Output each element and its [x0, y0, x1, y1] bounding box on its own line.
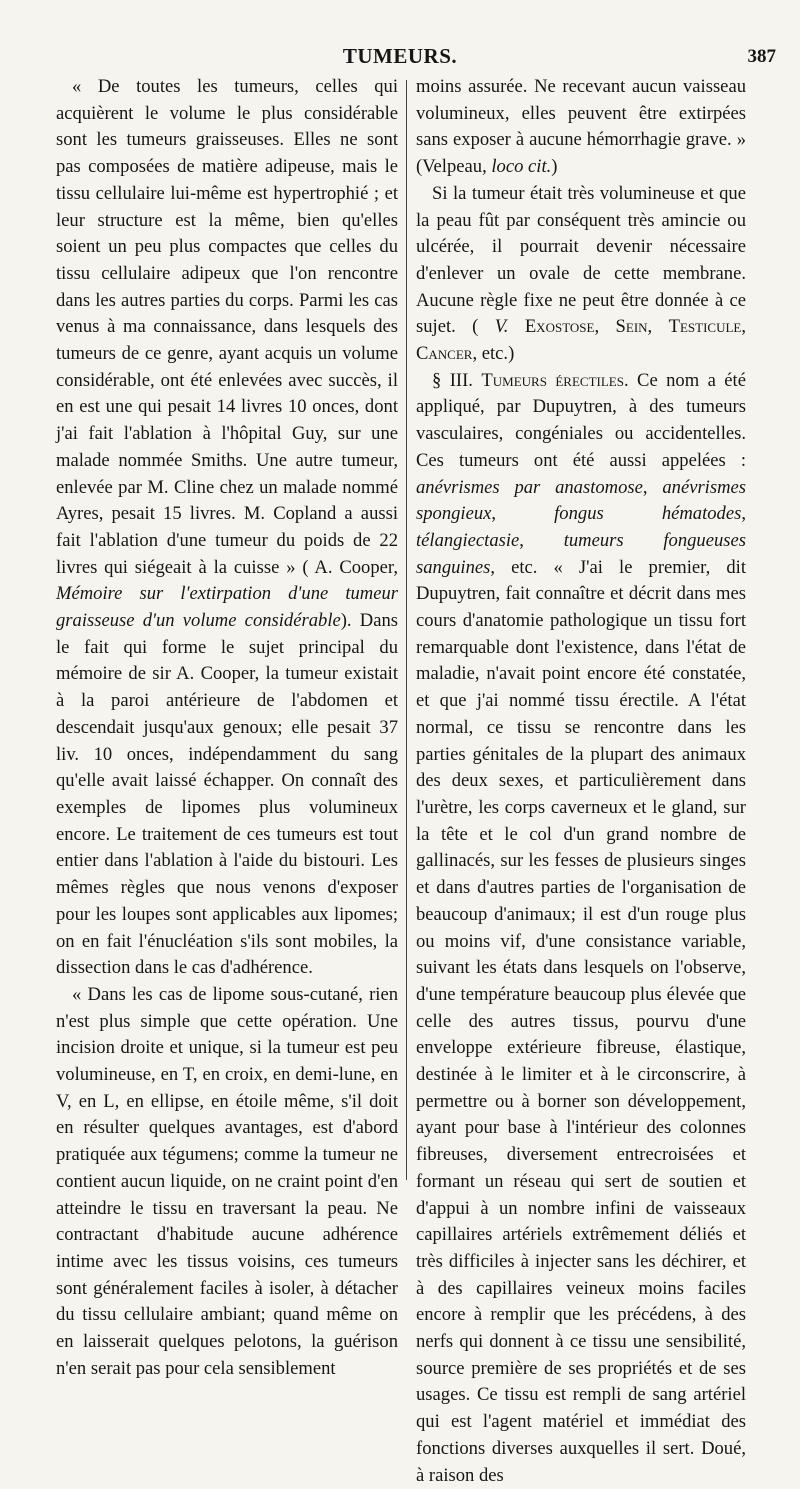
- italic-term: fongus hématodes: [554, 503, 742, 525]
- running-header: [0, 44, 800, 74]
- italic-term: tumeurs fongueuses sanguines: [416, 529, 746, 578]
- text-run: ): [551, 156, 558, 178]
- text-run: ). Dans le fait qui forme le sujet principal du mémoire de sir A. Cooper, la tumeur existait à la paroi antérieure de l'abdomen et descendait jusqu'aux genoux; elle pesait 37 liv. 10 onces, indépendamment du sang qu'elle avait laissé échapper. On connaît des exemples de lipomes plus volumineux encore. Le traitement de ces tumeurs est tout entier dans l'ablation à l'aide du bistouri. Les mêmes règles que nous venons d'exposer pour les loupes sont applicables aux lipomes; on en fait l'énucléation s'ils sont mobiles, la dissection dans le cas d'adhérence.: [56, 610, 398, 979]
- text-run: ,: [594, 316, 616, 338]
- cross-ref: Exostose: [524, 316, 595, 338]
- text-run: ,: [491, 503, 555, 525]
- page-number: 387: [747, 46, 776, 67]
- cross-ref: Sein: [615, 316, 648, 338]
- paragraph: [56, 74, 398, 982]
- paragraph: [416, 368, 746, 1489]
- cross-ref: Testicule: [668, 316, 742, 338]
- text-run: moins assurée. Ne recevant aucun vaisseau volumineux, elles peuvent être extirpées sans exposer à aucune hémorrhagie grave. » (Velpeau,: [416, 76, 746, 178]
- paragraph: [416, 181, 746, 368]
- italic-term: anévrismes par anastomose: [416, 476, 643, 498]
- italic-term: anévrismes spongieux: [416, 476, 746, 525]
- text-run: , etc.): [472, 343, 515, 365]
- text-run: , etc. « J'ai le premier, dit Dupuytren, fait connaître et décrit dans mes cours d'anatomie pathologique un tissu fort remarquable dont l'existence, dans l'état de maladie, n'avait point encore été constatée, et que j'ai nommé tissu érectile. A l'état normal, ce tissu se rencontre dans les parties génitales de la plupart des animaux des deux sexes, et particulièrement dans l'urètre, les corps caverneux et le gland, sur la tête et le col d'un grand nombre de gallinacés, sur les fesses de plusieurs singes et dans d'autres parties de l'organisation de beaucoup d'animaux; il est d'un rouge plus ou moins vif, d'une consistance variable, suivant les états dans lesquels on l'observe, d'une température beaucoup plus élevée que celle des autres tissus, pourvu d'une enveloppe extérieure fibreuse, élastique, destinée à le limiter et à le circonscrire, à permettre ou à borner son développement, ayant pour base à l'intérieur des colonnes fibreuses, diversement entrecroisées et formant un réseau qui sert de soutien et d'appui à un nombre infini de vaisseaux capillaires artériels extrêmement déliés et très difficiles à injecter sans les déchirer, et à des capillaires veineux moins faciles encore à remplir que les précédens, à des nerfs qui donnent à ce tissu une sensibilité, source première de ses propriétés et de ses usages. Ce tissu est rempli de sang artériel qui est l'agent matériel et immédiat des fonctions diverses auxquelles il sert. Doué, à raison des: [416, 556, 746, 1486]
- paragraph: « Dans les cas de lipome sous-cutané, rien n'est plus simple que cette opération. Une incision droite et unique, si la tumeur est peu volumineuse, en T, en croix, en demi-lune, en V, en L, en ellipse, en étoile même, s'il doit en résulter quelques avantages, est d'abord pratiquée aux tégumens; comme la tumeur ne contient aucun liquide, on ne craint point d'en atteindre le tissu en traversant la peau. Ne contractant d'habitude aucune adhérence intime avec les tissus voisins, ces tumeurs sont généralement faciles à isoler, à détacher du tissu cellulaire ambiant; quand même on en laisserait quelques pelotons, la guérison n'en serait pas pour cela sensiblement: [56, 983, 398, 1379]
- text-run: ,: [519, 529, 564, 551]
- text-run: ,: [642, 476, 663, 498]
- italic-ref: V.: [494, 316, 509, 338]
- italic-title: Mémoire sur l'extirpation d'une tumeur graisseuse d'un volume considérable: [56, 583, 398, 632]
- text-run: ,: [741, 503, 746, 525]
- italic-term: télangiectasie: [416, 529, 520, 551]
- column-divider: [406, 80, 407, 1180]
- text-run: « De toutes les tumeurs, celles qui acquièrent le volume le plus considérable sont les tumeurs graisseuses. Elles ne sont pas composées de matière adipeuse, mais le tissu cellulaire lui-même est hypertrophié ; et leur structure est la même, bien qu'elles soient un peu plus compactes que celles du tissu cellulaire adipeux que l'on rencontre dans les autres parties du corps. Parmi les cas venus à ma connaissance, dans lesquels des tumeurs de ce genre, ayant acquis un volume considérable, ont été enlevées avec succès, il en est une qui pesait 14 livres 10 onces, dont j'ai fait l'ablation à l'hôpital Guy, sur une malade nommée Smiths. Une autre tumeur, enlevée par M. Cline chez un malade nommé Ayres, pesait 15 livres. M. Copland a aussi fait l'ablation d'une tumeur du poids de 22 livres qui siégeait à la cuisse » ( A. Cooper,: [56, 76, 398, 578]
- italic-citation: loco cit.: [491, 156, 552, 178]
- text-run: § III.: [432, 369, 482, 391]
- text-run: [508, 316, 524, 337]
- paragraph: [416, 74, 746, 181]
- left-column: [56, 74, 398, 1382]
- cross-ref: Cancer: [416, 343, 473, 365]
- section-heading: Tumeurs érectiles: [481, 369, 624, 391]
- text-run: ,: [741, 316, 746, 338]
- text-run: ,: [647, 316, 669, 338]
- page-title: TUMEURS.: [342, 44, 458, 68]
- text-run: . Ce nom a été appliqué, par Dupuytren, à des tumeurs vasculaires, congéniales ou accidentelles. Ces tumeurs ont été aussi appelées :: [416, 369, 746, 471]
- right-column: [416, 74, 746, 1489]
- text-run: Si la tumeur était très volumineuse et que la peau fût par conséquent très amincie ou ulcérée, il pourrait devenir nécessaire d'enlever un ovale de cette membrane. Aucune règle fixe ne peut être donnée à ce sujet. (: [416, 182, 746, 338]
